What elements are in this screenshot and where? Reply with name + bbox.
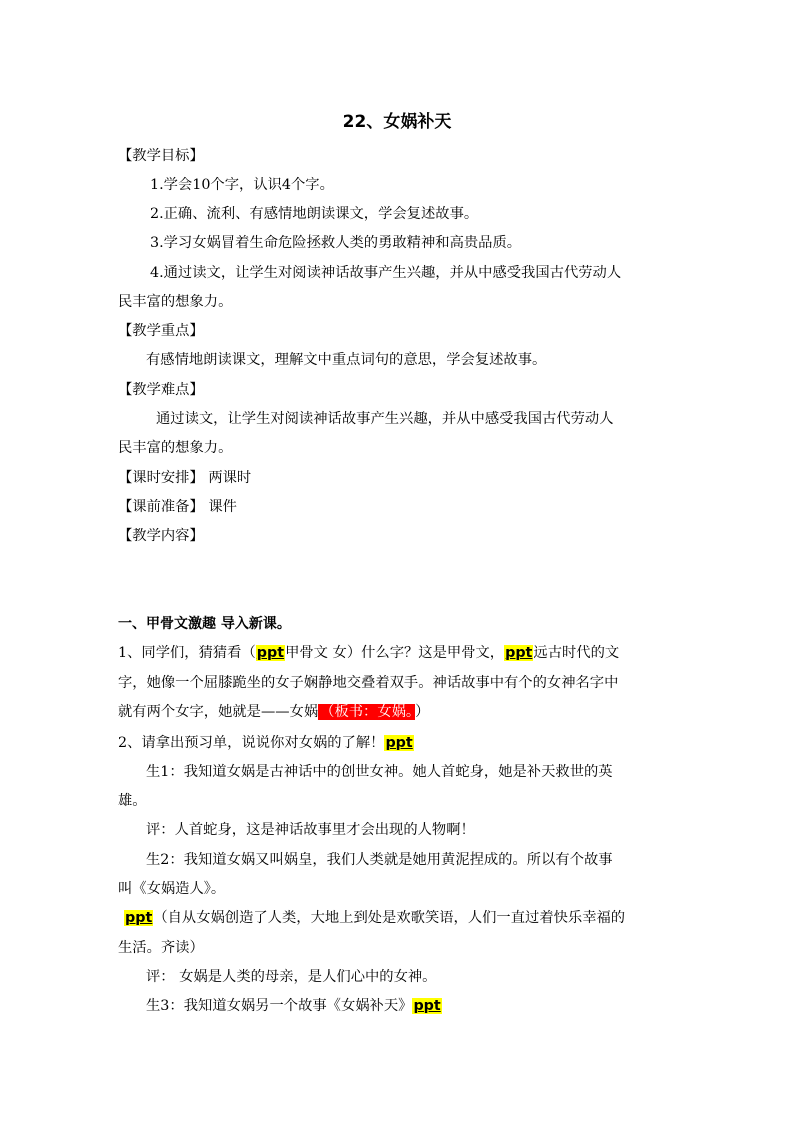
paragraph-1-line-2: 字，她像一个屈膝跪坐的女子娴静地交叠着双手。神话故事中有个的女神名字中 <box>118 675 619 691</box>
ppt-note-text: （自从女娲创造了人类，大地上到处是欢歌笑语，人们一直过着快乐幸福的 <box>153 910 626 926</box>
ppt-marker: ppt <box>505 645 533 661</box>
prep-row <box>118 497 678 517</box>
student-1-line-2: 雄。 <box>118 793 147 809</box>
difficulties-line-2: 民丰富的想象力。 <box>118 440 233 456</box>
schedule-value: 两课时 <box>208 470 252 486</box>
prep-label: 【课前准备】 <box>118 499 204 515</box>
ppt-marker: ppt <box>256 645 285 661</box>
student-3 <box>146 996 706 1016</box>
schedule-label: 【课时安排】 <box>118 470 204 486</box>
content-header: 【教学内容】 <box>118 528 204 544</box>
paragraph-1-text-b: 甲骨文 女）什么字？这是甲骨文， <box>285 645 505 661</box>
objective-3: 3.学习女娲冒着生命危险拯救人类的勇敢精神和高贵品质。 <box>150 235 522 251</box>
student-2-line-1: 生2：我知道女娲又叫娲皇，我们人类就是她用黄泥捏成的。所以有个故事 <box>146 852 613 868</box>
student-1-line-1: 生1：我知道女娲是古神话中的创世女神。她人首蛇身，她是补天救世的英 <box>146 764 613 780</box>
objective-2: 2.正确、流利、有感情地朗读课文，学会复述故事。 <box>150 206 479 222</box>
paragraph-1-text-d: 就有两个女字，她就是——女娲 <box>118 704 319 720</box>
key-points-header: 【教学重点】 <box>118 323 204 339</box>
difficulties-line-1: 通过读文，让学生对阅读神话故事产生兴趣，并从中感受我国古代劳动人 <box>156 411 614 427</box>
objective-4-continued: 民丰富的想象力。 <box>118 294 233 310</box>
objective-1: 1.学会10个字，认识4个字。 <box>150 177 334 193</box>
ppt-note-line-1 <box>124 908 684 928</box>
objectives-header: 【教学目标】 <box>118 148 204 164</box>
section-1-title: 一、甲骨文激趣 导入新课。 <box>118 616 291 632</box>
student-3-text: 生3：我知道女娲另一个故事《女娲补天》 <box>146 998 413 1014</box>
key-points-text: 有感情地朗读课文，理解文中重点词句的意思，学会复述故事。 <box>146 352 547 368</box>
paragraph-1-line-1 <box>118 643 678 663</box>
board-note-highlight: （板书：女娲。 <box>320 704 414 720</box>
student-2-line-2: 叫《女娲造人》。 <box>118 881 226 897</box>
comment-2: 评： 女娲是人类的母亲，是人们心中的女神。 <box>146 969 437 985</box>
schedule-row <box>118 468 678 488</box>
paragraph-2-text: 2、请拿出预习单，说说你对女娲的了解！ <box>118 735 385 751</box>
ppt-marker: ppt <box>125 910 153 926</box>
difficulties-header: 【教学难点】 <box>118 382 204 398</box>
ppt-note-line-2: 生活。齐读） <box>118 940 204 956</box>
paragraph-1-line-3 <box>118 702 678 722</box>
prep-value: 课件 <box>208 499 237 515</box>
paragraph-2 <box>118 733 678 753</box>
paragraph-1-close: ） <box>415 704 430 720</box>
paragraph-1-text-c: 远古时代的文 <box>533 645 620 661</box>
ppt-marker: ppt <box>413 998 441 1014</box>
ppt-marker: ppt <box>385 735 413 751</box>
paragraph-1-text-a: 1、同学们，猜猜看（ <box>118 645 256 661</box>
objective-4: 4.通过读文，让学生对阅读神话故事产生兴趣，并从中感受我国古代劳动人 <box>150 265 622 281</box>
page-title: 22、女娲补天 <box>342 112 452 132</box>
comment-1: 评：人首蛇身，这是神话故事里才会出现的人物啊！ <box>146 822 475 838</box>
